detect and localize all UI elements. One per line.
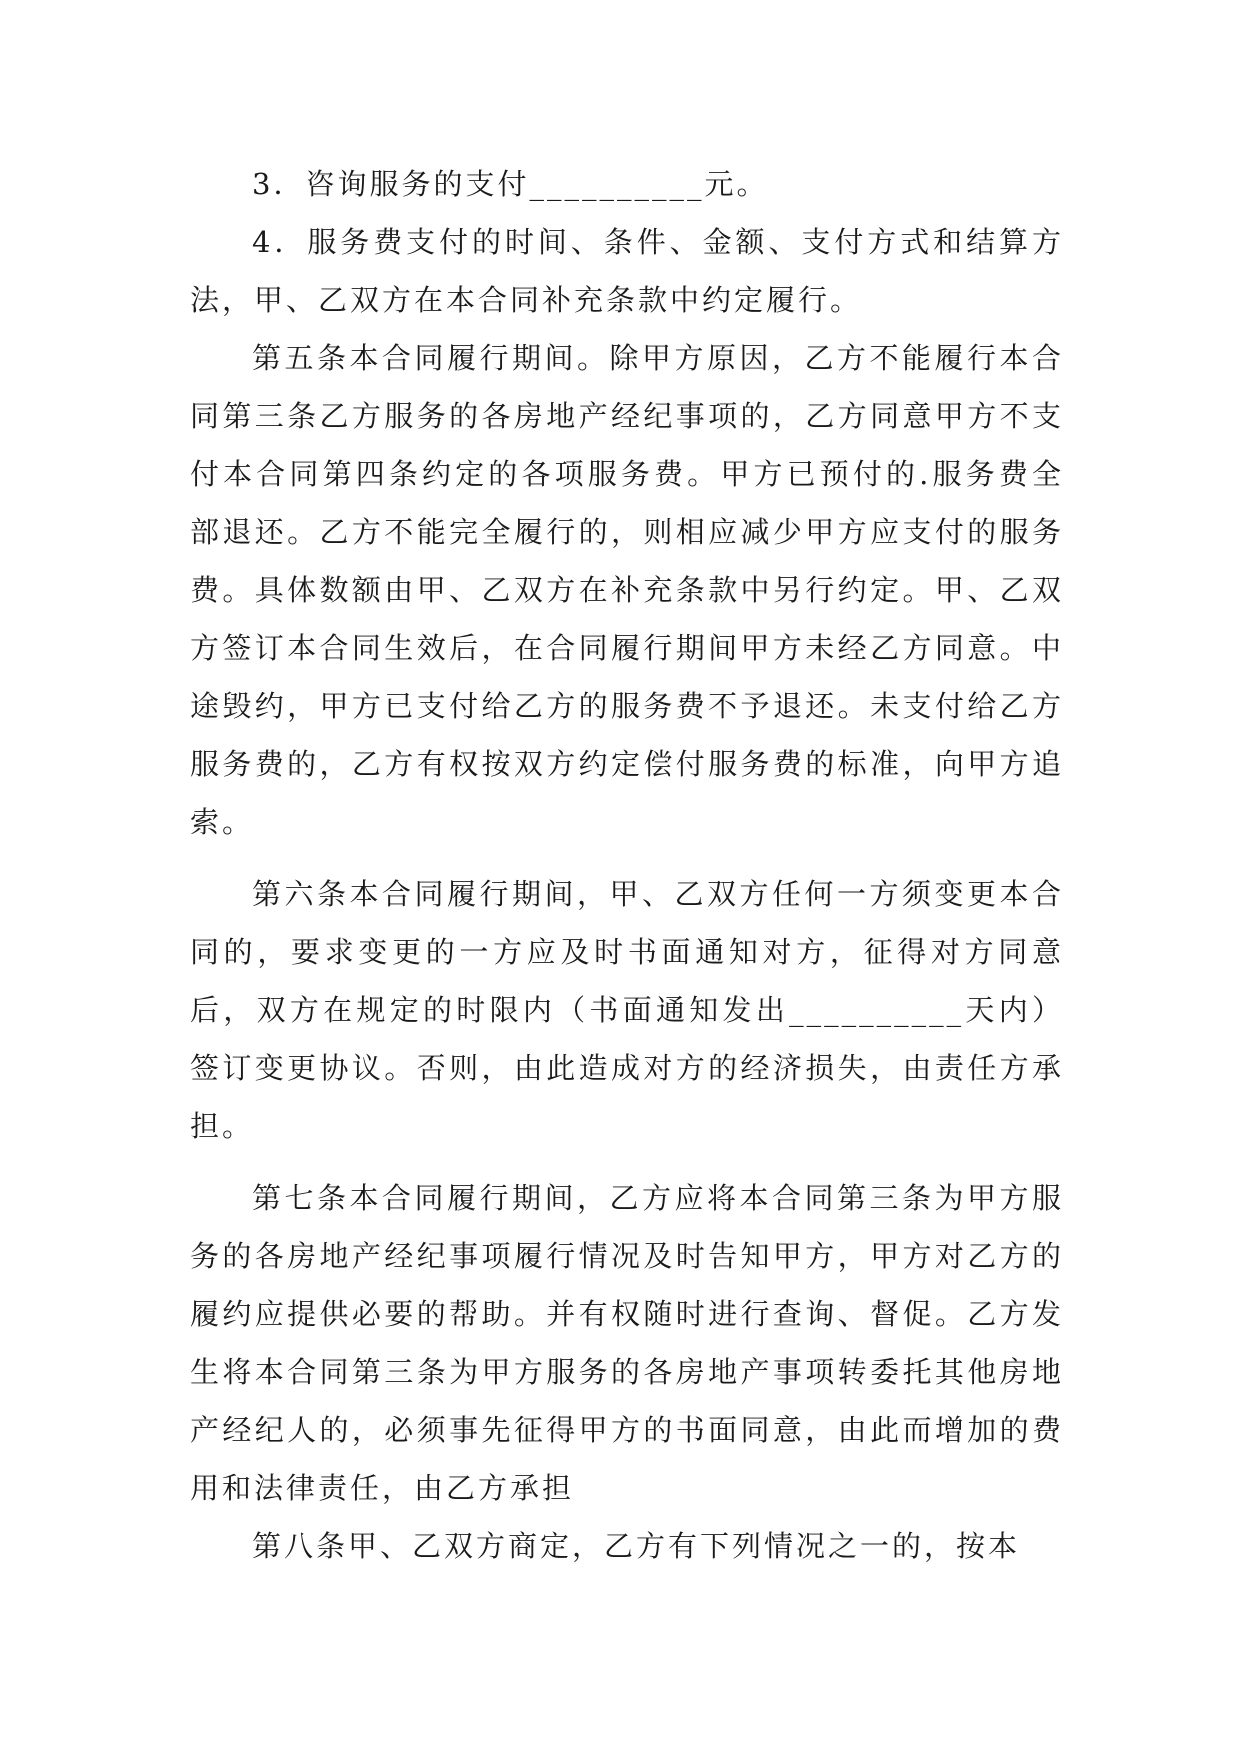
paragraph-gap [190, 851, 1064, 865]
paragraph-payment-terms: 4．服务费支付的时间、条件、金额、支付方式和结算方法，甲、乙双方在本合同补充条款中约定履行。 [190, 225, 1064, 317]
paragraph-payment-amount: 3．咨询服务的支付__________元。 [252, 167, 769, 201]
paragraph-article-8: 第八条甲、乙双方商定，乙方有下列情况之一的，按本 [252, 1529, 1021, 1563]
paragraph-gap [190, 1155, 1064, 1169]
paragraph-article-7: 第七条本合同履行期间，乙方应将本合同第三条为甲方服务的各房地产经纪事项履行情况及时告知甲方，甲方对乙方的履约应提供必要的帮助。并有权随时进行查询、督促。乙方发生将本合同第三条为甲方服务的各房地产事项转委托其他房地产经纪人的，必须事先征得甲方的书面同意，由此而增加的费用和法律责任，由乙方承担 [190, 1181, 1064, 1505]
paragraph-article-6: 第六条本合同履行期间，甲、乙双方任何一方须变更本合同的，要求变更的一方应及时书面通知对方，征得对方同意后，双方在规定的时限内（书面通知发出__________天内）签订变更协议。否则，由此造成对方的经济损失，由责任方承担。 [190, 877, 1064, 1143]
paragraph-article-5: 第五条本合同履行期间。除甲方原因，乙方不能履行本合同第三条乙方服务的各房地产经纪事项的，乙方同意甲方不支付本合同第四条约定的各项服务费。甲方已预付的.服务费全部退还。乙方不能完全履行的，则相应减少甲方应支付的服务费。具体数额由甲、乙双方在补充条款中另行约定。甲、乙双方签订本合同生效后，在合同履行期间甲方未经乙方同意。中途毁约，甲方已支付给乙方的服务费不予退还。未支付给乙方服务费的，乙方有权按双方约定偿付服务费的标准，向甲方追索。 [190, 341, 1064, 839]
document-body [190, 155, 1064, 1575]
